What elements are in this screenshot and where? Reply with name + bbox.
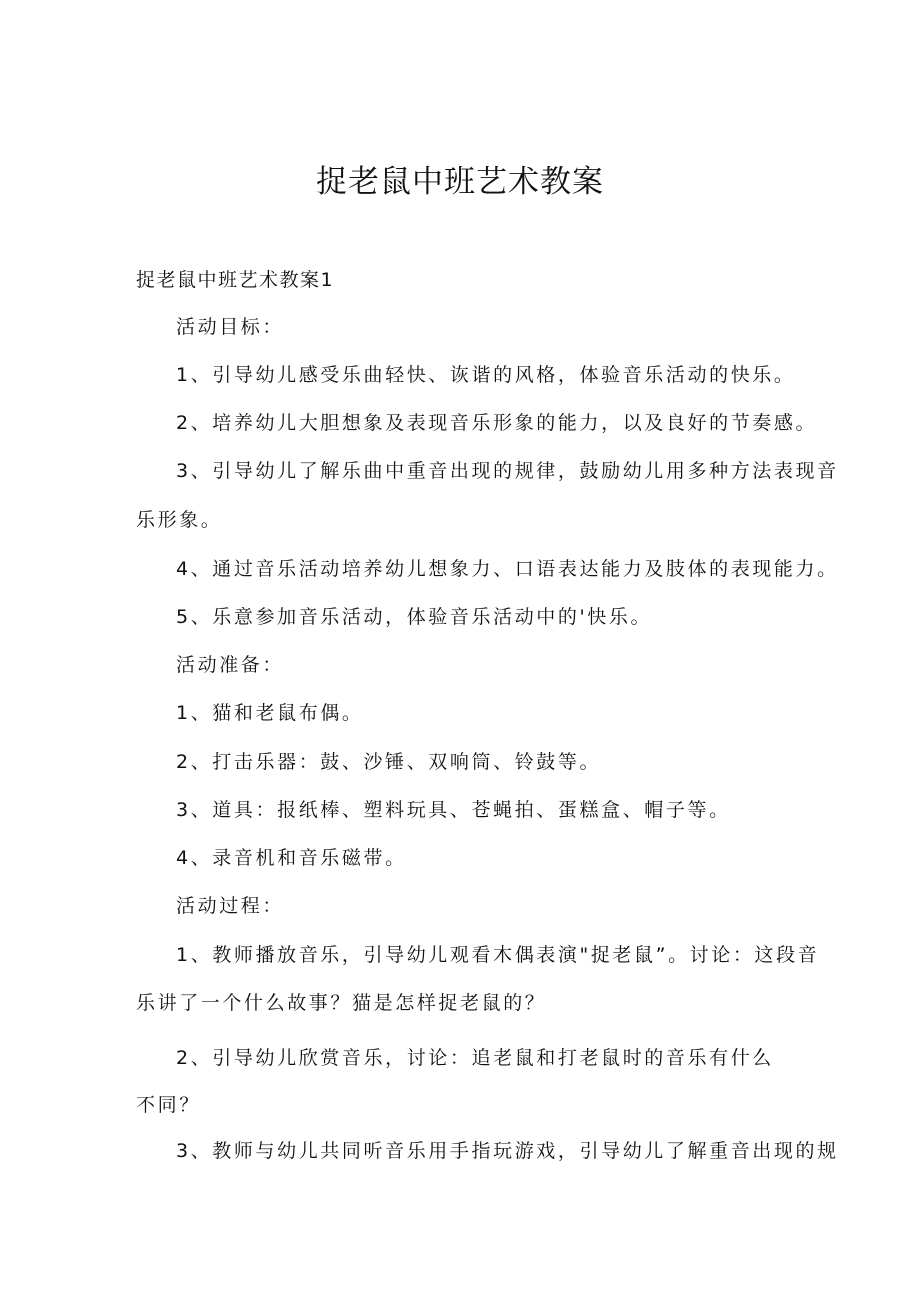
goal-item-3: 3、引导幼儿了解乐曲中重音出现的规律，鼓励幼儿用多种方法表现音	[176, 460, 839, 482]
process-item-3: 3、教师与幼儿共同听音乐用手指玩游戏，引导幼儿了解重音出现的规	[176, 1140, 839, 1162]
prep-item-2: 2、打击乐器：鼓、沙锤、双响筒、铃鼓等。	[176, 751, 602, 773]
goal-item-3-continued: 乐形象。	[136, 509, 223, 531]
goal-item-5: 5、乐意参加音乐活动，体验音乐活动中的'快乐。	[176, 606, 653, 628]
prep-heading: 活动准备：	[176, 654, 285, 676]
prep-item-3: 3、道具：报纸棒、塑料玩具、苍蝇拍、蛋糕盒、帽子等。	[176, 799, 731, 821]
prep-item-1: 1、猫和老鼠布偶。	[176, 702, 364, 724]
process-item-2-continued: 不同？	[136, 1094, 201, 1116]
document-title: 捉老鼠中班艺术教案	[316, 164, 604, 200]
goals-heading: 活动目标：	[176, 316, 285, 338]
goal-item-4: 4、通过音乐活动培养幼儿想象力、口语表达能力及肢体的表现能力。	[176, 558, 839, 580]
process-item-1-continued: 乐讲了一个什么故事？猫是怎样捉老鼠的？	[136, 992, 547, 1014]
process-item-2: 2、引导幼儿欣赏音乐，讨论：追老鼠和打老鼠时的音乐有什么	[176, 1047, 774, 1069]
goal-item-2: 2、培养幼儿大胆想象及表现音乐形象的能力，以及良好的节奏感。	[176, 412, 818, 434]
prep-item-4: 4、录音机和音乐磁带。	[176, 847, 407, 869]
process-heading: 活动过程：	[176, 895, 285, 917]
process-item-1: 1、教师播放音乐，引导幼儿观看木偶表演"捉老鼠”。讨论：这段音	[176, 944, 820, 966]
section-subtitle: 捉老鼠中班艺术教案1	[136, 269, 335, 291]
goal-item-1: 1、引导幼儿感受乐曲轻快、诙谐的风格，体验音乐活动的快乐。	[176, 364, 796, 386]
